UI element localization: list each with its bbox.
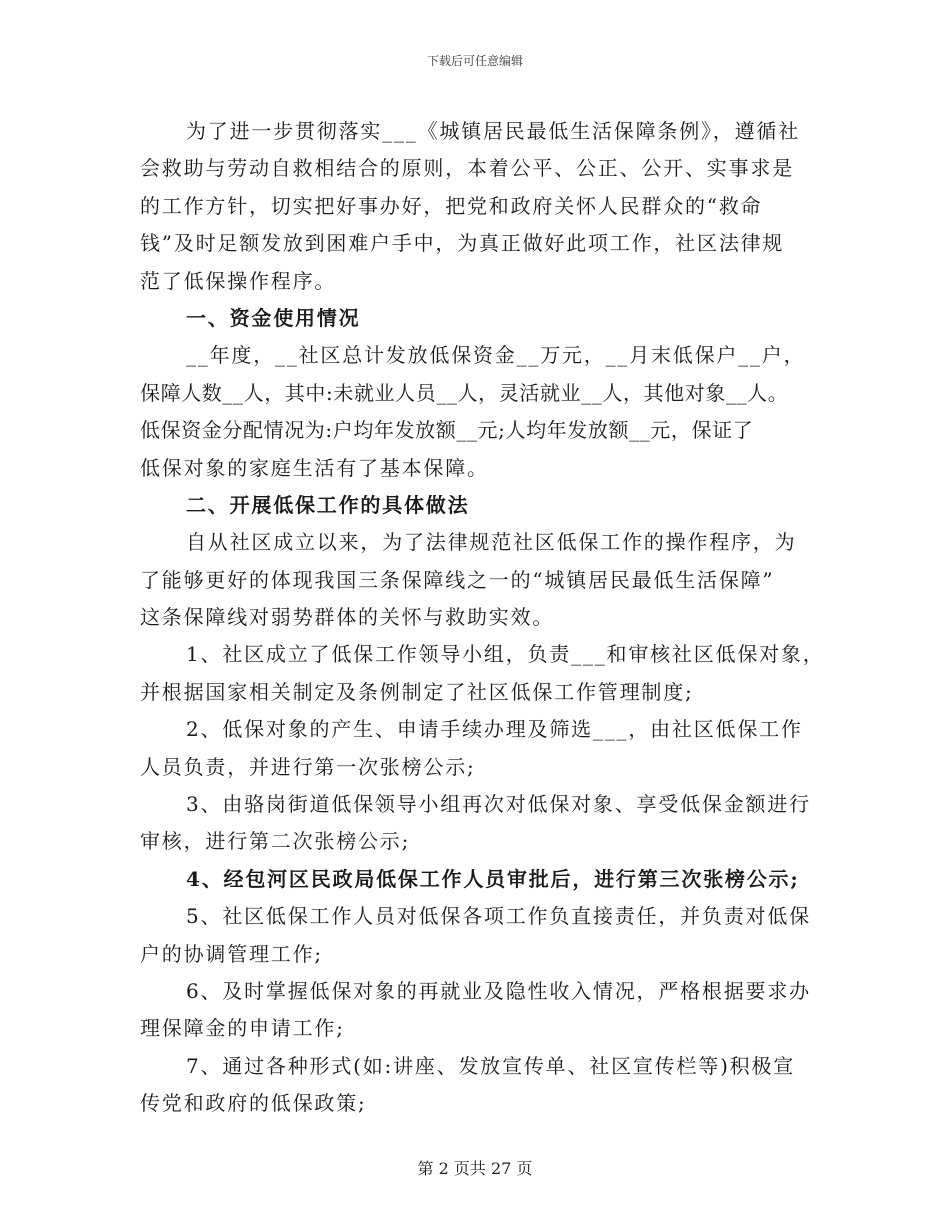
paragraph-line: 了能够更好的体现我国三条保障线之一的“城镇居民最低生活保障” — [140, 567, 775, 592]
list-item-line: 1、社区成立了低保工作领导小组，负责___和审核社区低保对象， — [186, 642, 825, 667]
section-heading: 一、资金使用情况 — [186, 305, 361, 330]
list-item-line: 5、社区低保工作人员对低保各项工作负直接责任，并负责对低保 — [186, 904, 811, 929]
paragraph-line: 范了低保操作程序。 — [140, 268, 337, 293]
list-item-line-bold: 4、经包河区民政局低保工作人员审批后，进行第三次张榜公示; — [186, 866, 800, 891]
page-header: 下载后可任意编辑 — [426, 54, 523, 68]
page-footer: 第 2 页共 27 页 — [417, 1159, 533, 1178]
list-item-line: 审核，进行第二次张榜公示; — [140, 829, 411, 854]
paragraph-line: 自从社区成立以来，为了法律规范社区低保工作的操作程序，为 — [186, 530, 797, 555]
list-item-line: 7、通过各种形式(如:讲座、发放宣传单、社区宣传栏等)积极宣 — [186, 1053, 796, 1078]
list-item-line: 并根据国家相关制定及条例制定了社区低保工作管理制度; — [140, 679, 694, 704]
list-item-line: 传党和政府的低保政策; — [140, 1091, 367, 1116]
list-item-line: 人员负责，并进行第一次张榜公示; — [140, 754, 476, 779]
list-item-line: 理保障金的申请工作; — [140, 1016, 345, 1041]
paragraph-line: 低保对象的家庭生活有了基本保障。 — [140, 455, 489, 480]
document-body — [140, 113, 825, 1123]
paragraph-line: 钱”及时足额发放到困难户手中，为真正做好此项工作，社区法律规 — [140, 231, 785, 256]
paragraph-line: 低保资金分配情况为:户均年发放额__元;人均年发放额__元，保证了 — [140, 418, 754, 443]
list-item-line: 3、由骆岗街道低保领导小组再次对低保对象、享受低保金额进行 — [186, 792, 811, 817]
section-heading: 二、开展低保工作的具体做法 — [186, 492, 470, 517]
list-item-line: 6、及时掌握低保对象的再就业及隐性收入情况，严格根据要求办 — [186, 978, 811, 1003]
paragraph-line: 的工作方针，切实把好事办好，把党和政府关怀人民群众的“救命 — [140, 193, 763, 218]
paragraph-line: __年度，__社区总计发放低保资金__万元，__月末低保户__户， — [186, 343, 806, 368]
list-item-line: 2、低保对象的产生、申请手续办理及筛选___，由社区低保工作 — [186, 717, 803, 742]
paragraph-line: 保障人数__人，其中:未就业人员__人，灵活就业__人，其他对象__人。 — [140, 380, 789, 405]
paragraph-line: 会救助与劳动自救相结合的原则，本着公平、公正、公开、实事求是 — [140, 156, 794, 181]
paragraph-line: 为了进一步贯彻落实___《城镇居民最低生活保障条例》，遵循社 — [186, 119, 800, 143]
paragraph-line: 这条保障线对弱势群体的关怀与救助实效。 — [140, 605, 555, 630]
list-item-line: 户的协调管理工作; — [140, 941, 323, 966]
